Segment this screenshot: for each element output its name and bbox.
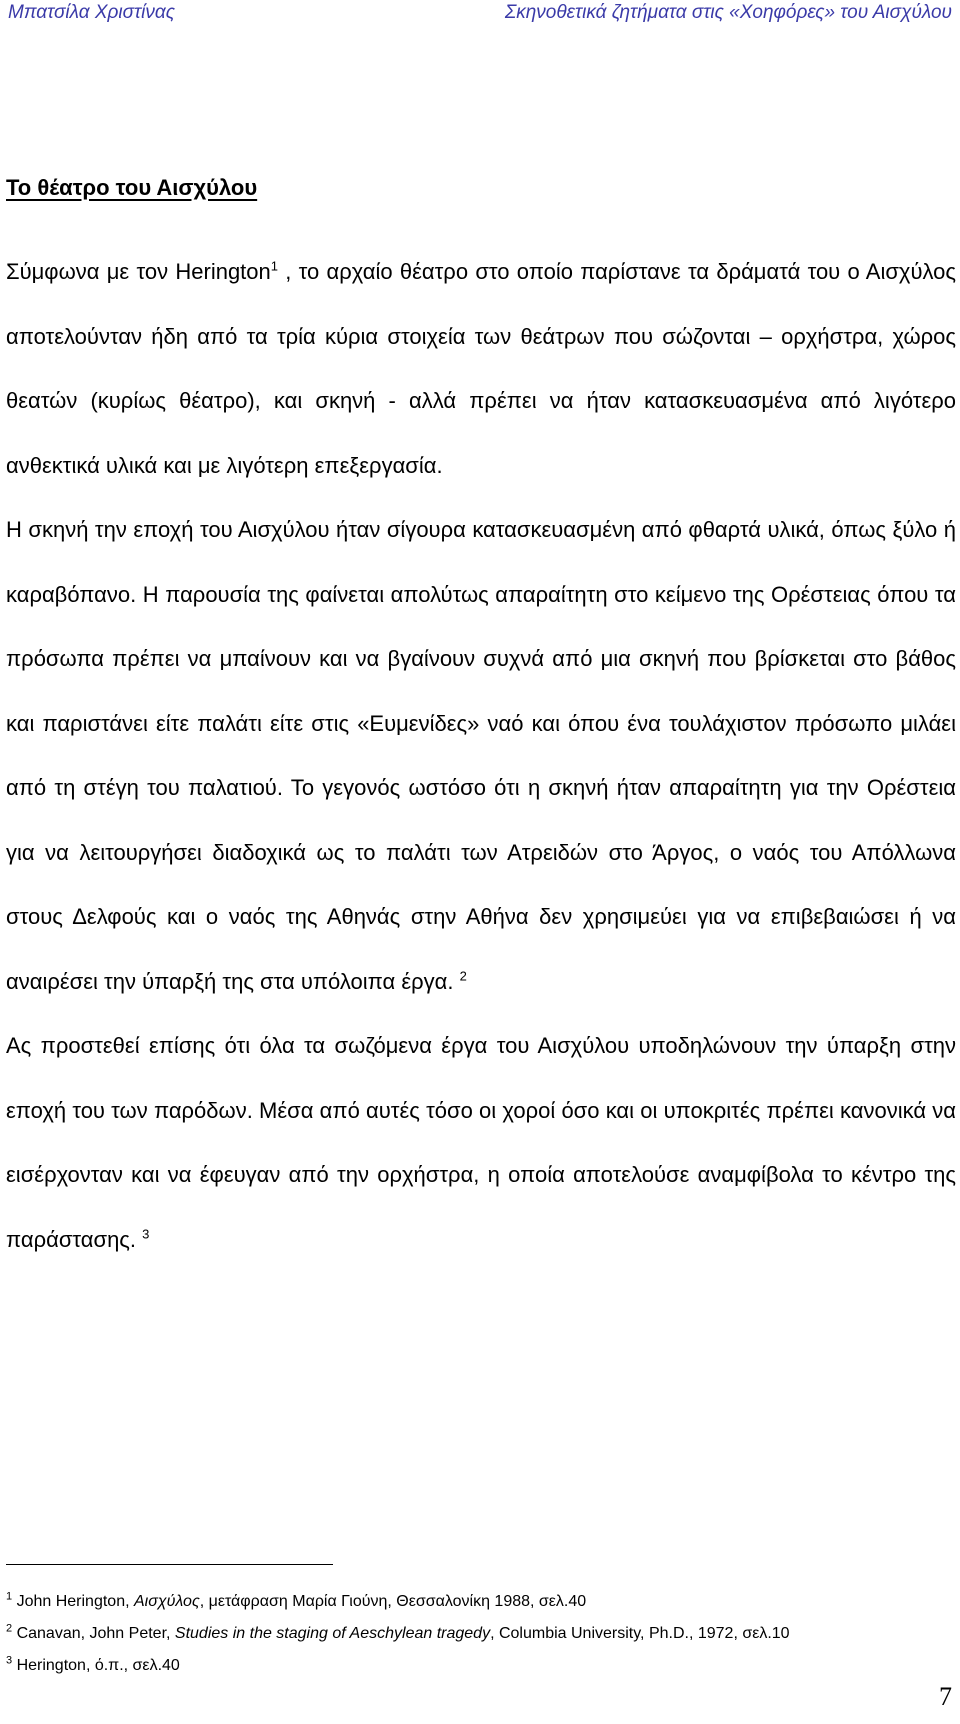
paragraph-2 bbox=[6, 498, 956, 1014]
footnote-1 bbox=[6, 1586, 790, 1618]
paragraph-3-text: Ας προστεθεί επίσης ότι όλα τα σωζόμενα έργα του Αισχύλου υποδηλώνουν την ύπαρξη στην εποχή του των παρόδων. Μέσα από αυτές τόσο οι χοροί όσο και οι υποκριτές πρέπει κανονικά να εισέρχονταν και να έφευγαν από την ορχήστρα, η οποία αποτελούσε αναμφίβολα το κέντρο της παράστασης. bbox=[6, 1033, 956, 1252]
running-header-author: Μπατσίλα Χριστίνας bbox=[8, 2, 175, 23]
footnote-ref-3: 3 bbox=[142, 1226, 150, 1242]
section-heading: Το θέατρο του Αισχύλου bbox=[6, 175, 258, 200]
paragraph-3 bbox=[6, 1014, 956, 1272]
footnote-1-suffix: , μετάφραση Μαρία Γιούνη, Θεσσαλονίκη 1988, σελ.40 bbox=[199, 1593, 587, 1610]
paragraph-1-text-b: , το αρχαίο θέατρο στο οποίο παρίστανε τα δράματά του ο Αισχύλος αποτελούνταν ήδη από τα τρία κύρια στοιχεία των θεάτρων που σώζονται – ορχήστρα, χώρος θεατών (κυρίως θέατρο), και σκηνή - αλλά πρέπει να ήταν κατασκευασμένα από λιγότερο ανθεκτικά υλικά και με λιγότερη επεξεργασία. bbox=[6, 259, 956, 478]
footnote-ref-2: 2 bbox=[459, 968, 467, 984]
footnote-2 bbox=[6, 1618, 790, 1650]
footnote-ref-1: 1 bbox=[270, 258, 279, 274]
footnote-separator bbox=[6, 1564, 333, 1565]
footnote-1-number: 1 bbox=[6, 1590, 13, 1603]
footnote-2-prefix: Canavan, John Peter, bbox=[12, 1625, 175, 1642]
paragraph-1 bbox=[6, 240, 956, 498]
paragraph-1-text-a: Σύμφωνα με τον Herington bbox=[6, 259, 271, 284]
footnote-2-title: Studies in the staging of Aeschylean tragedy bbox=[174, 1625, 491, 1642]
footnotes bbox=[6, 1586, 790, 1682]
footnote-3-number: 3 bbox=[6, 1654, 13, 1667]
paragraph-2-text: Η σκηνή την εποχή του Αισχύλου ήταν σίγουρα κατασκευασμένη από φθαρτά υλικά, όπως ξύλο ή καραβόπανο. Η παρουσία της φαίνεται απολύτως απαραίτητη στο κείμενο της Ορέστειας όπου τα πρόσωπα πρέπει να μπαίνουν και να βγαίνουν συχνά από μια σκηνή που βρίσκεται στο βάθος και παριστάνει είτε παλάτι είτε στις «Ευμενίδες» ναό και όπου ένα τουλάχιστον πρόσωπο μιλάει από τη στέγη του παλατιού. Το γεγονός ωστόσο ότι η σκηνή ήταν απαραίτητη για την Ορέστεια για να λειτουργήσει διαδοχικά ως το παλάτι των Ατρειδών στο Άργος, ο ναός του Απόλλωνα στους Δελφούς και ο ναός της Αθηνάς στην Αθήνα δεν χρησιμεύει για να επιβεβαιώσει ή να αναιρέσει την ύπαρξή της στα υπόλοιπα έργα. bbox=[6, 517, 956, 994]
footnote-1-title: Αισχύλος bbox=[133, 1593, 200, 1610]
body-text bbox=[6, 240, 956, 1272]
page-number: 7 bbox=[939, 1682, 952, 1711]
footnote-3 bbox=[6, 1650, 790, 1682]
running-header-title: Σκηνοθετικά ζητήματα στις «Χοηφόρες» του Αισχύλου bbox=[504, 2, 952, 23]
footnote-3-text: Herington, ό.π., σελ.40 bbox=[12, 1657, 180, 1674]
footnote-2-suffix: , Columbia University, Ph.D., 1972, σελ.10 bbox=[490, 1625, 790, 1642]
footnote-2-number: 2 bbox=[6, 1622, 13, 1635]
footnote-1-prefix: John Herington, bbox=[12, 1593, 134, 1610]
